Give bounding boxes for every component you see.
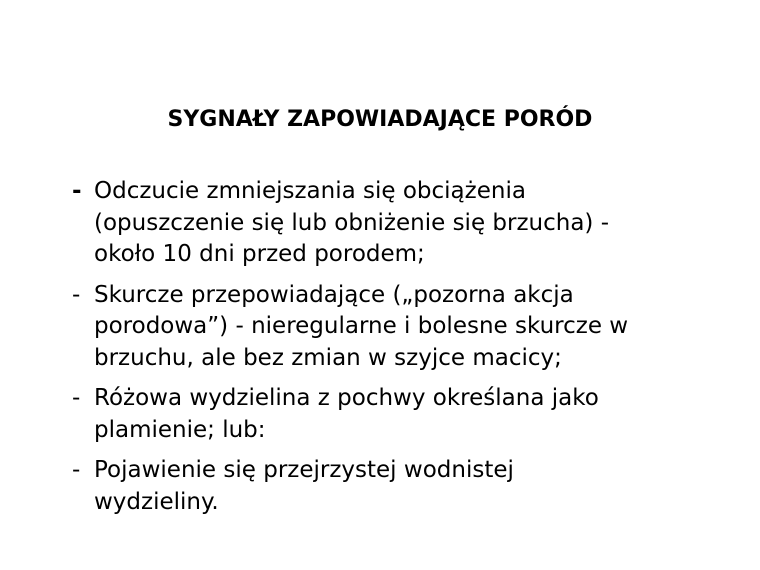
- bullet-dash: -: [72, 178, 82, 204]
- item-line: Różowa wydzielina z pochwy określana jako: [94, 385, 599, 411]
- bullet-dash: -: [72, 457, 81, 483]
- list-item: [72, 280, 712, 375]
- item-line: porodowa”) - nieregularne i bolesne skurcze w: [94, 313, 629, 339]
- list-item: [72, 383, 712, 446]
- bullet-dash: -: [72, 281, 81, 308]
- list-item: [72, 176, 712, 271]
- item-line: Odczucie zmniejszania się obciążenia: [94, 178, 526, 204]
- item-line: plamienie; lub:: [94, 416, 266, 443]
- item-line: około 10 dni przed porodem;: [94, 241, 425, 267]
- item-line: Skurcze przepowiadające („pozorna akcja: [94, 281, 574, 308]
- item-line: brzuchu, ale bez zmian w szyjce macicy;: [94, 344, 562, 371]
- bullet-list: [72, 176, 712, 527]
- bullet-dash: -: [72, 385, 81, 411]
- item-line: (opuszczenie się lub obniżenie się brzucha) -: [94, 209, 610, 236]
- list-item: [72, 455, 712, 518]
- item-line: Pojawienie się przejrzystej wodnistej: [94, 457, 514, 483]
- slide-title: SYGNAŁY ZAPOWIADAJĄCE PORÓD: [167, 107, 593, 132]
- item-line: wydzieliny.: [94, 488, 219, 515]
